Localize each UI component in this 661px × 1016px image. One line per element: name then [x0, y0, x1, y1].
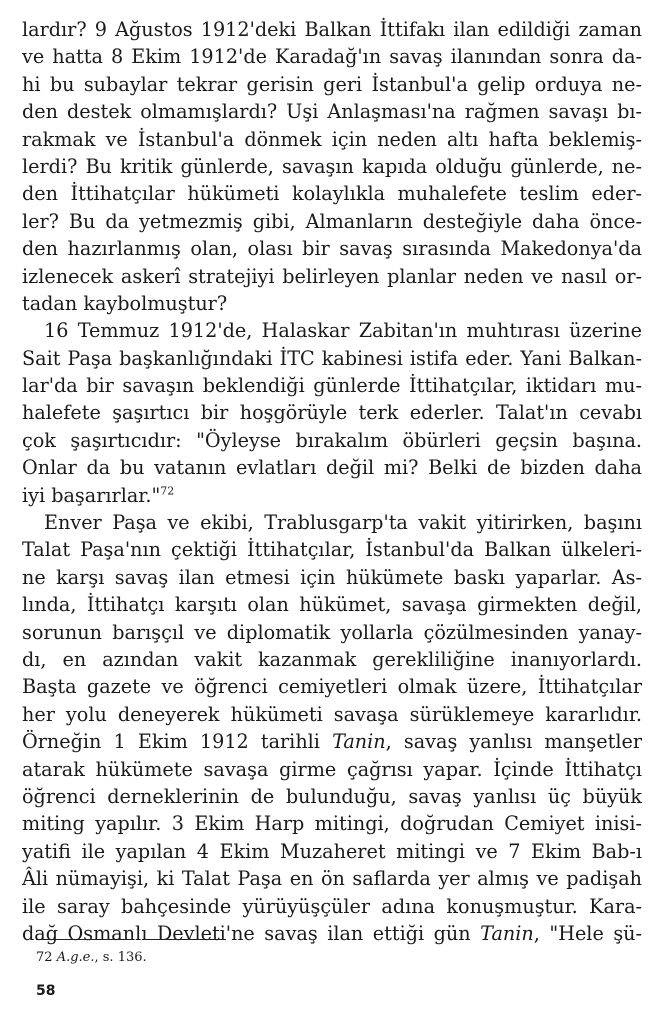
body-text — [22, 16, 642, 947]
text-line — [22, 427, 642, 454]
text-line — [22, 454, 642, 481]
line-text: lerdi? Bu kritik günlerde, savaşın kapıda olduğu günlerde, ne- — [22, 154, 642, 178]
page-number: 58 — [36, 983, 56, 999]
line-text: dı, en azından vakit kazanmak gerekliliğine inanıyorlardı. — [22, 647, 642, 671]
text-line — [22, 290, 642, 317]
text-line — [22, 43, 642, 70]
text-line — [22, 399, 642, 426]
line-text: lında, İttihatçı karşıtı olan hükümet, savaşa girmekten değil, — [22, 593, 642, 617]
text-line — [22, 98, 642, 125]
line-text: iyi başarırlar." — [22, 483, 161, 507]
line-text: yatifi ile yapılan 4 Ekim Muzaheret mitingi ve 7 Ekim Bab-ı — [22, 839, 642, 863]
text-line — [22, 372, 642, 399]
footnote-separator — [36, 939, 132, 940]
footnote-reference: 72 — [160, 484, 175, 498]
line-text: sorunun barışçıl ve diplomatik yollarla çözülmesinden yanay- — [22, 620, 642, 644]
text-line — [22, 646, 642, 673]
text-line — [22, 920, 642, 947]
newspaper-title: Tanin — [480, 921, 534, 945]
footnote-page-ref: , s. 136. — [94, 950, 147, 965]
footnote-number: 72 — [36, 950, 53, 965]
line-text: atarak hükümete savaşa girme çağrısı yapar. İçinde İttihatçı — [22, 757, 642, 781]
line-text: 16 Temmuz 1912'de, Halaskar Zabitan'ın muhtırası üzerine — [44, 319, 642, 343]
line-text: Talat Paşa'nın çektiği İttihatçılar, İstanbul'da Balkan ülkeleri- — [22, 538, 642, 562]
line-text: Enver Paşa ve ekibi, Trablusgarp'ta vakit yitirirken, başını — [44, 511, 642, 535]
line-text: her yolu deneyerek hükümeti savaşa sürüklemeye kararlıdır. — [22, 702, 642, 726]
footnote-source: A.g.e. — [56, 950, 95, 965]
text-line — [22, 317, 642, 344]
line-text: hi bu subaylar tekrar gerisin geri İstanbul'a gelip orduya ne- — [22, 72, 642, 96]
text-line — [22, 865, 642, 892]
text-line — [22, 564, 642, 591]
text-line — [22, 208, 642, 235]
line-text: Başta gazete ve öğrenci cemiyetleri olmak üzere, İttihatçılar — [22, 675, 642, 699]
line-text: izlenecek askerî stratejiyi belirleyen planlar neden ve nasıl or- — [22, 264, 642, 288]
line-text: lar'da bir savaşın beklendiği günlerde İttihatçılar, iktidarı mu- — [22, 374, 642, 398]
line-text: halefete şaşırtıcı bir hoşgörüyle terk ederler. Talat'ın cevabı — [22, 401, 642, 425]
line-segment: , "Hele şü- — [533, 921, 643, 945]
text-line — [22, 591, 642, 618]
text-line — [22, 126, 642, 153]
line-text: Sait Paşa başkanlığındaki İTC kabinesi istifa eder. Yani Balkan- — [22, 346, 642, 370]
line-text: den hazırlanmış olan, olası bir savaş sırasında Makedonya'da — [22, 237, 642, 261]
newspaper-title: Tanin — [332, 730, 386, 754]
line-segment: Örneğin 1 Ekim 1912 tarihli — [22, 730, 333, 754]
line-text: Onlar da bu vatanın evlatları değil mi? Belki de bizden daha — [22, 456, 642, 480]
line-segment: , savaş yanlısı manşetler — [385, 730, 642, 754]
line-text: ne karşı savaş ilan etmesi için hükümete baskı yaparlar. As- — [22, 565, 642, 589]
line-text: çok şaşırtıcıdır: "Öyleyse bırakalım öbürleri geçsin başına. — [22, 428, 642, 452]
text-line — [22, 619, 642, 646]
text-line — [22, 16, 642, 43]
line-segment: dağ Osmanlı Devleti'ne savaş ilan ettiği gün — [22, 921, 481, 945]
line-text: rakmak ve İstanbul'a dönmek için neden altı hafta beklemiş- — [22, 127, 642, 151]
line-text: lardır? 9 Ağustos 1912'deki Balkan İttifakı ilan edildiği zaman — [22, 18, 642, 41]
text-line — [22, 783, 642, 810]
line-text: miting yapılır. 3 Ekim Harp mitingi, doğrudan Cemiyet inisi- — [22, 812, 642, 836]
footnote-separator — [144, 939, 226, 940]
text-line — [22, 180, 642, 207]
footnote — [36, 950, 147, 966]
line-text: tadan kaybolmuştur? — [22, 291, 228, 315]
text-line — [22, 153, 642, 180]
text-line — [22, 235, 642, 262]
text-line — [22, 673, 642, 700]
text-line — [22, 756, 642, 783]
text-line — [22, 509, 642, 536]
line-text: ve hatta 8 Ekim 1912'de Karadağ'ın savaş ilanından sonra da- — [22, 45, 642, 69]
line-text: ler? Bu da yetmezmiş gibi, Almanların desteğiyle daha önce- — [22, 209, 642, 233]
line-text: den destek olmamışlardı? Uşi Anlaşması'na rağmen savaşı bı- — [22, 100, 642, 124]
text-line — [22, 701, 642, 728]
text-line — [22, 810, 642, 837]
text-line — [22, 71, 642, 98]
line-text: Âli nümayişi, ki Talat Paşa en ön saflarda yer almış ve padişah — [22, 867, 642, 891]
text-line — [22, 838, 642, 865]
text-line — [22, 263, 642, 290]
line-text: den İttihatçılar hükümeti kolaylıkla muhalefete teslim eder- — [22, 182, 642, 206]
text-line — [22, 728, 642, 755]
line-text: ile saray bahçesinde yürüyüşçüler adına konuşmuştur. Kara- — [22, 894, 642, 918]
line-text: öğrenci derneklerinin de bulunduğu, savaş yanlısı üç büyük — [22, 784, 642, 808]
text-line — [22, 482, 642, 509]
text-line — [22, 345, 642, 372]
text-line — [22, 893, 642, 920]
text-line — [22, 536, 642, 563]
